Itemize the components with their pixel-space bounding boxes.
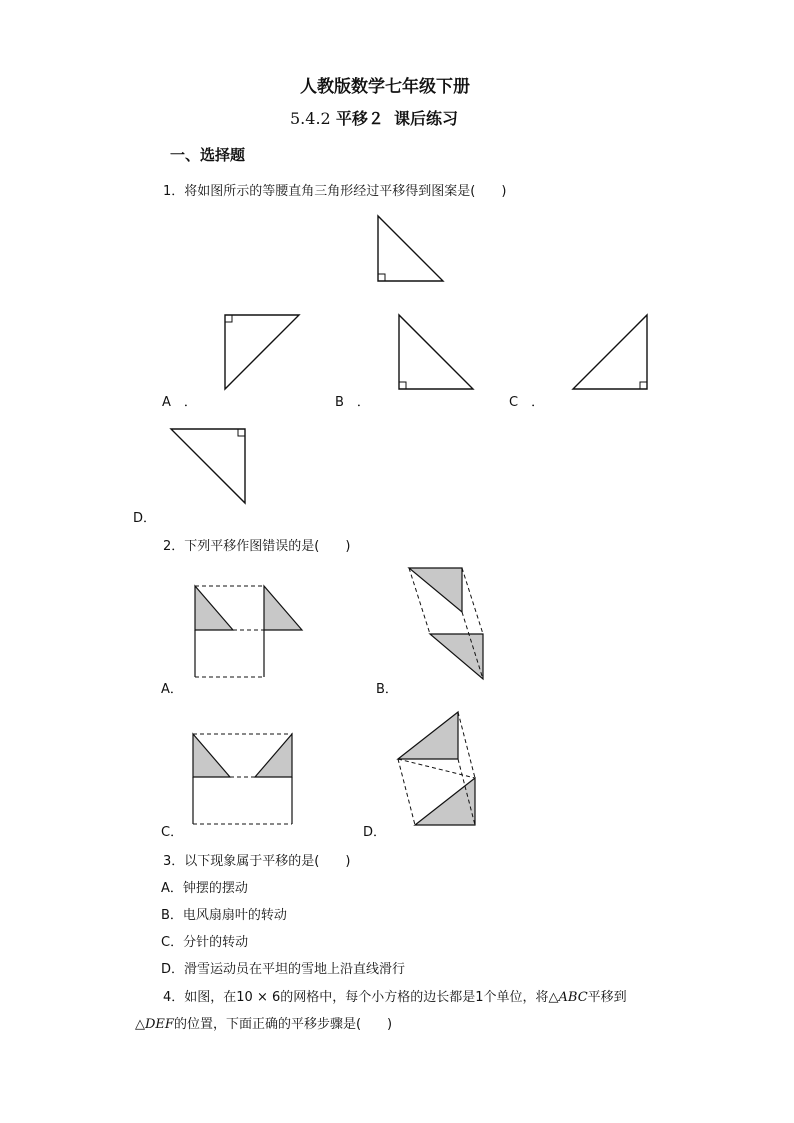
question-4-line-2 xyxy=(135,1013,392,1032)
q4-triangle-symbol-2: △ xyxy=(135,1017,145,1032)
q2-option-c-figure[interactable] xyxy=(190,731,296,827)
question-4-line-1 xyxy=(163,986,627,1005)
q2-option-d-figure[interactable] xyxy=(395,709,479,829)
q3-option-b[interactable]: B．电风扇扇叶的转动 xyxy=(161,908,287,923)
subtitle-topic: 平移２ xyxy=(335,109,384,128)
q3-option-c[interactable]: C．分针的转动 xyxy=(161,935,249,950)
q3-option-d[interactable]: D．滑雪运动员在平坦的雪地上沿直线滑行 xyxy=(161,962,406,977)
q1-option-c-label[interactable]: C ． xyxy=(509,395,545,410)
q1-option-b-label[interactable]: B ． xyxy=(335,395,370,410)
section-heading: 一、选择题 xyxy=(170,146,246,164)
q4-line1-post: 平移到 xyxy=(587,990,627,1005)
q1-option-d-label[interactable]: D． xyxy=(133,511,157,526)
subtitle-number: 5.4.2 xyxy=(290,109,331,128)
q4-line2-post: 的位置，下面正确的平移步骤是( ) xyxy=(173,1017,393,1032)
q2-option-b-label[interactable]: B． xyxy=(376,682,398,697)
page-subtitle xyxy=(290,106,458,129)
q4-def: DEF xyxy=(145,1017,174,1032)
q2-option-a-figure[interactable] xyxy=(192,583,304,681)
q4-abc: ABC xyxy=(558,990,588,1005)
q1-option-a-label[interactable]: A ． xyxy=(162,395,197,410)
q1-option-c-triangle[interactable] xyxy=(571,313,649,391)
question-2-text: 2．下列平移作图错误的是( ) xyxy=(163,539,351,554)
q1-option-d-triangle[interactable] xyxy=(169,427,247,505)
page-title: 人教版数学七年级下册 xyxy=(300,77,470,97)
q1-option-b-triangle[interactable] xyxy=(397,313,475,391)
question-1-text: 1．将如图所示的等腰直角三角形经过平移得到图案是( ) xyxy=(163,184,507,199)
q2-option-b-figure[interactable] xyxy=(405,565,489,683)
q2-option-a-label[interactable]: A． xyxy=(161,682,183,697)
q4-triangle-symbol: △ xyxy=(548,990,559,1005)
q2-option-d-label[interactable]: D． xyxy=(363,825,387,840)
q1-reference-triangle xyxy=(376,214,446,284)
q3-option-a[interactable]: A．钟摆的摆动 xyxy=(161,881,248,896)
q2-option-c-label[interactable]: C． xyxy=(161,825,184,840)
q4-line1-pre: 4．如图，在10 × 6的网格中，每个小方格的边长都是1个单位，将 xyxy=(163,990,549,1005)
subtitle-suffix: 课后练习 xyxy=(394,109,459,128)
question-3-text: 3．以下现象属于平移的是( ) xyxy=(163,854,351,869)
q1-option-a-triangle[interactable] xyxy=(223,313,301,391)
